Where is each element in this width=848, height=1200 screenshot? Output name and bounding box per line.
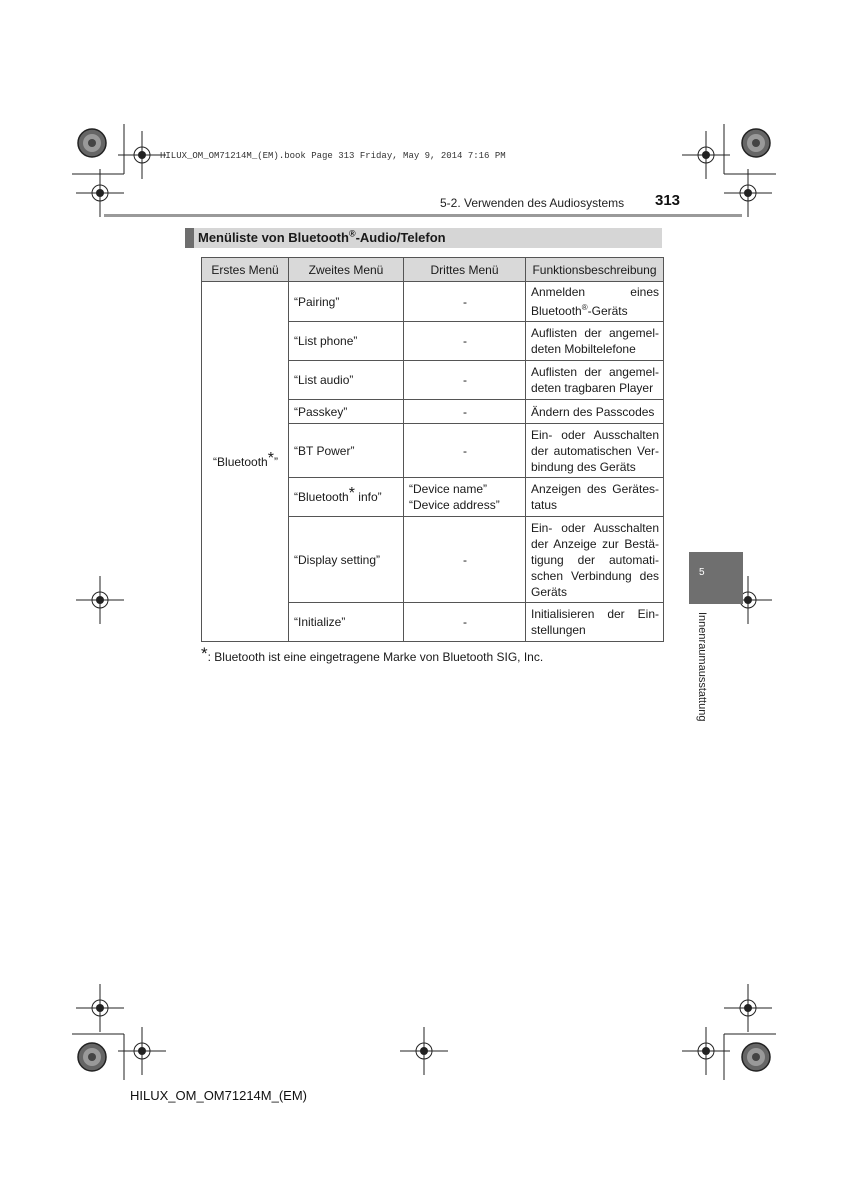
second-menu-cell: “Bluetooth* info” <box>289 478 404 517</box>
table-header-row <box>202 258 664 282</box>
second-menu-cell: “List phone” <box>289 322 404 361</box>
chapter-tab <box>689 552 743 604</box>
page-number: 313 <box>655 192 681 209</box>
column-header: Drittes Menü <box>404 258 526 282</box>
print-info-line: HILUX_OM_OM71214M_(EM).book Page 313 Friday, May 9, 2014 7:16 PM <box>160 151 506 161</box>
third-menu-cell: - <box>404 361 526 400</box>
description-cell: Anmelden eines Bluetooth®-Geräts <box>526 282 664 322</box>
third-menu-cell: - <box>404 603 526 642</box>
third-menu-cell: - <box>404 282 526 322</box>
bluetooth-menu-table <box>201 257 664 642</box>
second-menu-cell: “List audio” <box>289 361 404 400</box>
column-header: Zweites Menü <box>289 258 404 282</box>
section-title-bar <box>185 228 662 248</box>
first-menu-cell: “Bluetooth*” <box>202 282 289 642</box>
crop-mark-bottom-left <box>72 984 166 1080</box>
document-code: HILUX_OM_OM71214M_(EM) <box>130 1088 307 1103</box>
chapter-number: 5 <box>699 567 705 578</box>
second-menu-cell: “Display setting” <box>289 517 404 603</box>
description-cell: Ein- oder Ausschalten der Anzeige zur Bestä-tigung der automati-schen Verbindung des Geräts <box>526 517 664 603</box>
second-menu-cell: “Initialize” <box>289 603 404 642</box>
third-menu-cell: - <box>404 322 526 361</box>
second-menu-cell: “Pairing” <box>289 282 404 322</box>
third-menu-cell: - <box>404 517 526 603</box>
chapter-label: Innenraumausstattung <box>696 612 708 722</box>
crop-mark-bottom-right <box>682 984 776 1080</box>
crop-mark-top-right <box>682 124 776 217</box>
third-menu-cell: - <box>404 400 526 424</box>
second-menu-cell: “Passkey” <box>289 400 404 424</box>
description-cell: Initialisieren der Ein-stellungen <box>526 603 664 642</box>
third-menu-cell: - <box>404 424 526 478</box>
section-title: Menüliste von Bluetooth®-Audio/Telefon <box>198 228 446 245</box>
table-row <box>202 282 664 322</box>
description-cell: Anzeigen des Gerätes-tatus <box>526 478 664 517</box>
footnote: *: Bluetooth ist eine eingetragene Marke von Bluetooth SIG, Inc. <box>201 644 544 664</box>
description-cell: Ändern des Passcodes <box>526 400 664 424</box>
column-header: Erstes Menü <box>202 258 289 282</box>
third-menu-cell: “Device name” “Device address” <box>404 478 526 517</box>
section-heading: 5-2. Verwenden des Audiosystems <box>440 196 625 210</box>
crop-mark-top-left <box>72 124 166 217</box>
description-cell: Auflisten der angemel-deten Mobiltelefone <box>526 322 664 361</box>
description-cell: Ein- oder Ausschalten der automatischen Ver-bindung des Geräts <box>526 424 664 478</box>
header-rule <box>104 214 742 217</box>
second-menu-cell: “BT Power” <box>289 424 404 478</box>
column-header: Funktionsbeschreibung <box>526 258 664 282</box>
description-cell: Auflisten der angemel-deten tragbaren Player <box>526 361 664 400</box>
